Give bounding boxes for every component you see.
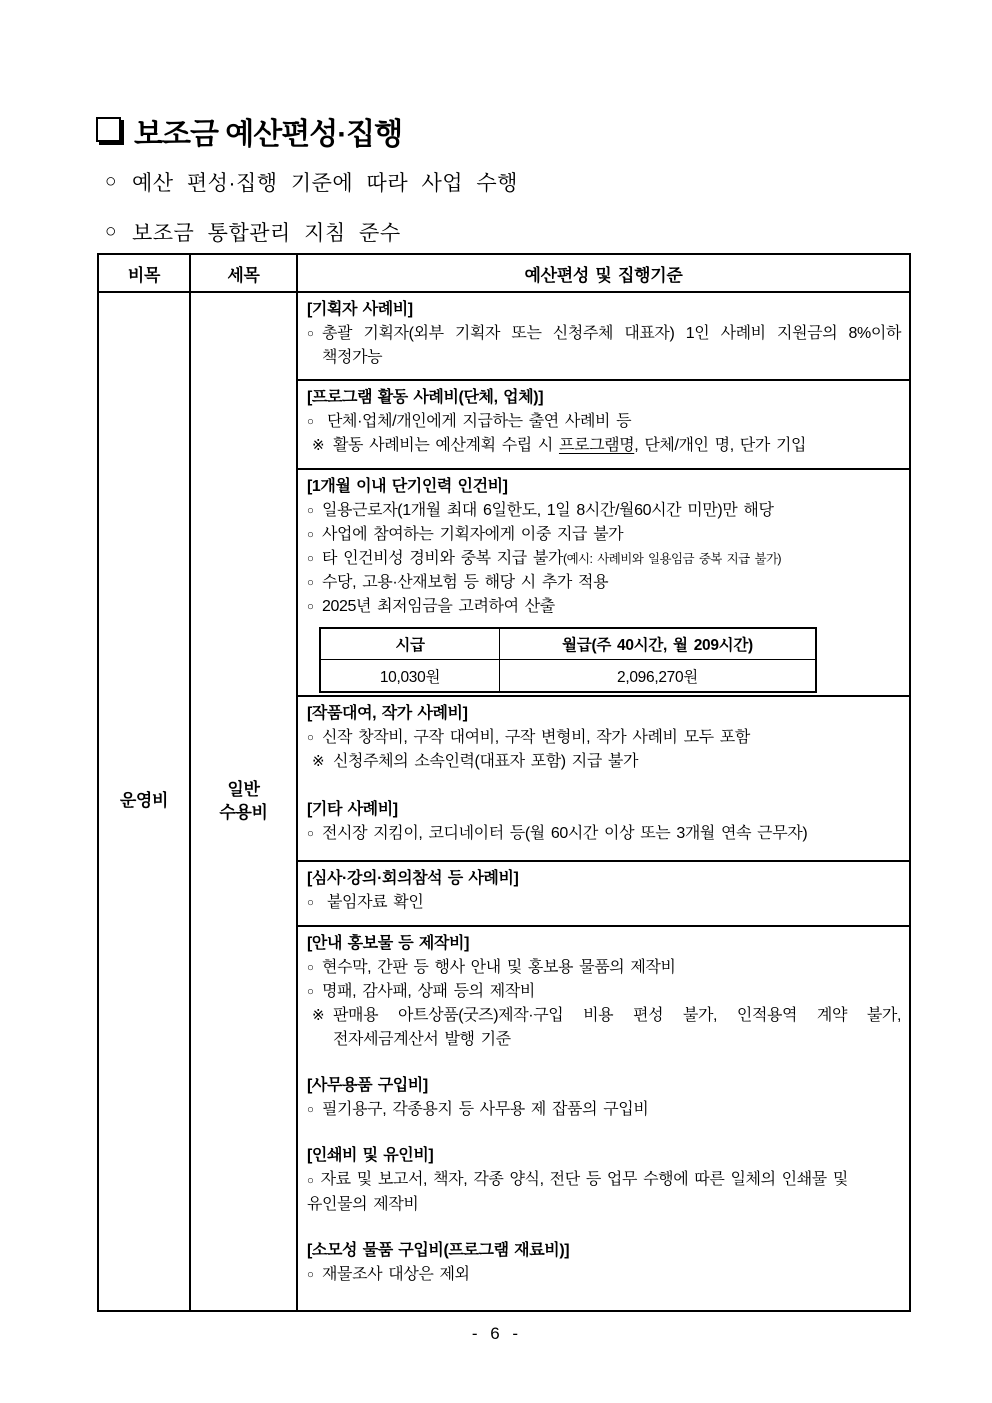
list-item: ○ 자료 및 보고서, 책자, 각종 양식, 전단 등 업무 수행에 따른 일체의 인쇄물 및 유인물의 제작비 [307,1171,848,1213]
list-item: ○ 현수막, 간판 등 행사 안내 및 홍보용 물품의 제작비 [307,956,901,980]
note-item: ※ 신청주체의 소속인력(대표자 포함) 지급 불가 [307,750,901,774]
page-title-text: 보조금 예산편성·집행 [134,118,403,151]
checkbox-square-icon [96,117,121,142]
section-header: [1개월 이내 단기인력 인건비] [307,478,508,495]
rule-cell-short-term-labor [298,470,909,697]
blank-spacer [307,774,901,798]
section-header: [인쇄비 및 유인비] [307,1147,434,1164]
circle-bullet-icon: ○ [307,1269,314,1281]
list-item: ○ 전시장 지킴이, 코디네이터 등(월 60시간 이상 또는 3개월 연속 근무자) [307,822,901,846]
section-header: [안내 홍보물 등 제작비] [307,935,469,952]
circle-bullet-icon: ○ [307,828,314,840]
page-number: - 6 - [471,1324,521,1343]
section-header: [프로그램 활동 사례비(단체, 업체)] [307,389,544,406]
section-header: [기타 사례비] [307,801,398,818]
circle-bullet-icon: ○ [307,529,314,541]
col-header-criteria: 예산편성 및 집행기준 [524,265,683,285]
rule-cell-review-lecture-fee [298,862,909,927]
list-item: ○ 단체·업체/개인에게 지급하는 출연 사례비 등 [307,410,901,434]
list-item: ○ 타 인건비성 경비와 중복 지급 불가(예시: 사례비와 일용임금 중복 지급 불가) [307,547,901,571]
section-header: [사무용품 구입비] [307,1077,428,1094]
circle-bullet-icon: ○ [307,416,314,428]
blank-spacer [307,1052,901,1074]
section-header: [소모성 물품 구입비(프로그램 재료비)] [307,1242,570,1259]
list-item: ○ 일용근로자(1개월 최대 6일한도, 1일 8시간/월60시간 미만)만 해당 [307,499,901,523]
circle-bullet-icon: ○ [307,328,314,340]
section-header: [심사·강의·회의참석 등 사례비] [307,870,519,887]
col-header-semok: 세목 [191,255,298,291]
circle-bullet-icon: ○ [307,505,314,517]
circle-bullet-icon: ○ [307,1175,314,1187]
blank-spacer [307,1122,901,1144]
rule-cell-promotion-office-print-supplies [298,927,909,1310]
minimum-wage-table [319,627,817,693]
reference-mark-icon: ※ [312,1007,325,1024]
note-item: ※ 활동 사례비는 예산계획 수립 시 프로그램명, 단체/개인 명, 단가 기입 [307,434,901,458]
semok-cell [191,293,298,1310]
bimok-label: 운영비 [119,791,169,811]
section-header: [작품대여, 작가 사례비] [307,705,468,722]
small-note-text: (예시: 사례비와 일용임금 중복 지급 불가) [563,552,781,566]
list-item: ○ 붙임자료 확인 [307,891,901,915]
wage-col-monthly: 월급(주 40시간, 월 209시간) [562,637,753,654]
circle-bullet-icon: ○ [307,553,314,565]
table-header-row [99,255,909,293]
list-item: ○ 명패, 감사패, 상패 등의 제작비 [307,980,901,1004]
page-title [96,109,402,153]
monthly-wage-value: 2,096,270원 [617,668,698,686]
list-item: ○ 재물조사 대상은 제외 [307,1263,901,1287]
rule-cell-program-activity-fee [298,381,909,470]
reference-mark-icon: ※ [312,437,325,454]
criteria-column [298,293,909,1310]
bullet-line-2-text: 보조금 통합관리 지침 준수 [131,222,401,245]
circle-bullet-icon: ○ [307,732,314,744]
circle-bullet-icon: ○ [105,171,117,192]
circle-bullet-icon: ○ [307,601,314,613]
table-body [99,293,909,1310]
hourly-wage-value: 10,030원 [321,660,500,691]
rule-cell-artwork-artist-fee [298,697,909,862]
list-item: ○ 수당, 고용·산재보험 등 해당 시 추가 적용 [307,571,901,595]
list-item: ○ 총괄 기획자(외부 기획자 또는 신청주체 대표자) 1인 사례비 지원금의 8%이하 책정가능 [307,322,901,370]
bullet-line-1 [105,167,518,197]
bullet-line-1-text: 예산 편성·집행 기준에 따라 사업 수행 [131,172,518,195]
bullet-line-2 [105,217,401,247]
wage-table-value-row [321,660,815,691]
rule-cell-planner-fee [298,293,909,381]
circle-bullet-icon: ○ [105,221,117,242]
budget-rules-table [97,253,911,1312]
wage-table-header-row [321,629,815,660]
semok-label: 일반 수용비 [219,779,268,822]
bimok-cell [99,293,191,1310]
list-item: ○ 사업에 참여하는 기획자에게 이중 지급 불가 [307,523,901,547]
list-item: ○ 신작 창작비, 구작 대여비, 구작 변형비, 작가 사례비 모두 포함 [307,726,901,750]
circle-bullet-icon: ○ [307,986,314,998]
underlined-text: 프로그램명 [558,437,635,454]
list-item: ○ 필기용구, 각종용지 등 사무용 제 잡품의 구입비 [307,1098,901,1122]
circle-bullet-icon: ○ [307,962,314,974]
circle-bullet-icon: ○ [307,897,314,909]
wage-col-hourly: 시급 [321,629,500,659]
circle-bullet-icon: ○ [307,577,314,589]
section-header: [기획자 사례비] [307,301,413,318]
list-item: ○ 2025년 최저임금을 고려하여 산출 [307,595,901,619]
reference-mark-icon: ※ [312,753,325,770]
circle-bullet-icon: ○ [307,1104,314,1116]
blank-spacer [307,1217,901,1239]
note-item: ※ 판매용 아트상품(굿즈)제작·구입 비용 편성 불가, 인적용역 계약 불가, 전자세금계산서 발행 기준 [307,1004,901,1052]
col-header-bimok: 비목 [99,255,191,291]
